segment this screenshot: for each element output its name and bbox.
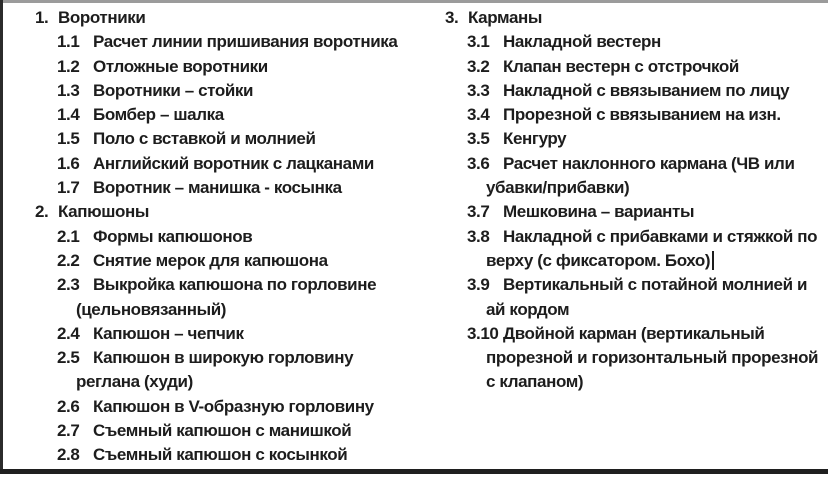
toc-section-heading [35,200,435,224]
toc-item [35,55,435,79]
toc-item-text: Английский воротник с лацканами [93,153,374,173]
toc-item-text: Съемный капюшон с манишкой [93,421,352,441]
toc-item-number: 1.1 [57,32,80,52]
toc-item-continuation [35,298,435,322]
toc-item-number: 1.6 [57,153,80,173]
toc-item [35,127,435,151]
toc-item [35,273,435,297]
toc-item-number: 3.2 [467,56,490,76]
toc-item-number: 1.2 [57,56,80,76]
toc-item-text: Вертикальный с потайной молнией и [503,275,808,295]
toc-item-number: 1.5 [57,129,80,149]
toc-item-number: 2.6 [57,396,80,416]
toc-item [445,30,828,54]
toc-item-number: 3.6 [467,153,490,173]
toc-item-text: Отложные воротники [93,56,268,76]
toc-column-left [35,6,435,468]
toc-item-text: верху (с фиксатором. Бохо) [486,250,711,270]
toc-item [35,346,435,370]
toc-item-continuation [445,298,828,322]
toc-item [35,249,435,273]
toc-item-number: 2.3 [57,275,80,295]
toc-item-continuation [445,346,828,370]
toc-item [445,322,828,346]
toc-section-title: Воротники [58,8,146,27]
toc-item-text: Клапан вестерн с отстрочкой [503,56,739,76]
toc-item [445,127,828,151]
toc-item-number: 2.7 [57,421,80,441]
toc-item [35,225,435,249]
toc-item-text: Воротник – манишка - косынка [93,178,342,198]
toc-item-text: убавки/прибавки) [486,178,630,198]
toc-column-right [445,6,828,395]
text-cursor[interactable] [712,251,714,270]
toc-item-number: 1.4 [57,105,80,125]
bottom-border [0,469,828,474]
toc-item-text: Капюшон – чепчик [93,323,244,343]
toc-item [35,103,435,127]
toc-item-number: 3.8 [467,226,490,246]
toc-item-number: 2.8 [57,445,80,465]
toc-item-number: 3.10 [467,323,499,343]
toc-item-text: реглана (худи) [76,372,193,392]
toc-section-number: 1. [35,8,49,27]
toc-item [35,443,435,467]
toc-item-text: с клапаном) [486,372,584,392]
toc-item [445,273,828,297]
toc-item-text: Накладной с прибавками и стяжкой по [503,226,818,246]
toc-item-number: 1.3 [57,80,80,100]
toc-item [35,176,435,200]
toc-item-text: Накладной вестерн [503,32,661,52]
toc-item-text: ай кордом [486,299,570,319]
toc-item-number: 3.3 [467,80,490,100]
left-border [0,0,3,474]
toc-item-text: Капюшон в широкую горловину [93,348,354,368]
toc-item-number: 3.1 [467,32,490,52]
toc-item [445,200,828,224]
top-border [0,0,828,3]
toc-item-text: Поло с вставкой и молнией [93,129,316,149]
toc-item-text: (цельновязанный) [76,299,227,319]
toc-item [35,395,435,419]
toc-item [35,79,435,103]
toc-item-continuation [445,249,828,273]
toc-item-number: 2.1 [57,226,80,246]
toc-section-heading [35,6,435,30]
toc-section-number: 3. [445,8,459,27]
toc-item [445,225,828,249]
toc-item-text: Бомбер – шалка [93,105,224,125]
toc-item-text: Формы капюшонов [93,226,253,246]
toc-item-text: Двойной карман (вертикальный [503,323,765,343]
toc-item-number: 3.9 [467,275,490,295]
toc-item-text: Выкройка капюшона по горловине [93,275,377,295]
toc-item [445,79,828,103]
toc-item-continuation [35,370,435,394]
toc-item-number: 2.4 [57,323,80,343]
toc-item-number: 2.2 [57,250,80,270]
toc-item-text: Накладной с ввязыванием по лицу [503,80,790,100]
toc-item [35,30,435,54]
toc-item [445,55,828,79]
toc-item-text: прорезной и горизонтальный прорезной [486,348,819,368]
toc-item [445,152,828,176]
toc-item-text: Снятие мерок для капюшона [93,250,328,270]
toc-section-title: Капюшоны [58,202,149,222]
toc-item [35,322,435,346]
toc-item-text: Капюшон в V-образную горловину [93,396,374,416]
toc-item-text: Съемный капюшон с косынкой [93,445,348,465]
toc-item-number: 3.5 [467,129,490,149]
toc-item-text: Воротники – стойки [93,80,254,100]
toc-item-text: Расчет линии пришивания воротника [93,32,398,52]
toc-item [35,152,435,176]
toc-item-continuation [445,370,828,394]
toc-item-text: Кенгуру [503,129,567,149]
toc-item-number: 1.7 [57,178,80,198]
toc-item [35,419,435,443]
toc-item-number: 3.4 [467,105,490,125]
toc-item-continuation [445,176,828,200]
toc-item-number: 2.5 [57,348,80,368]
toc-item-text: Прорезной с ввязыванием на изн. [503,105,781,125]
toc-section-title: Карманы [468,8,542,27]
toc-item-number: 3.7 [467,202,490,222]
toc-item-text: Мешковина – варианты [503,202,695,222]
toc-item-text: Расчет наклонного кармана (ЧВ или [503,153,795,173]
toc-section-heading [445,6,828,30]
toc-section-number: 2. [35,202,49,222]
toc-item [445,103,828,127]
